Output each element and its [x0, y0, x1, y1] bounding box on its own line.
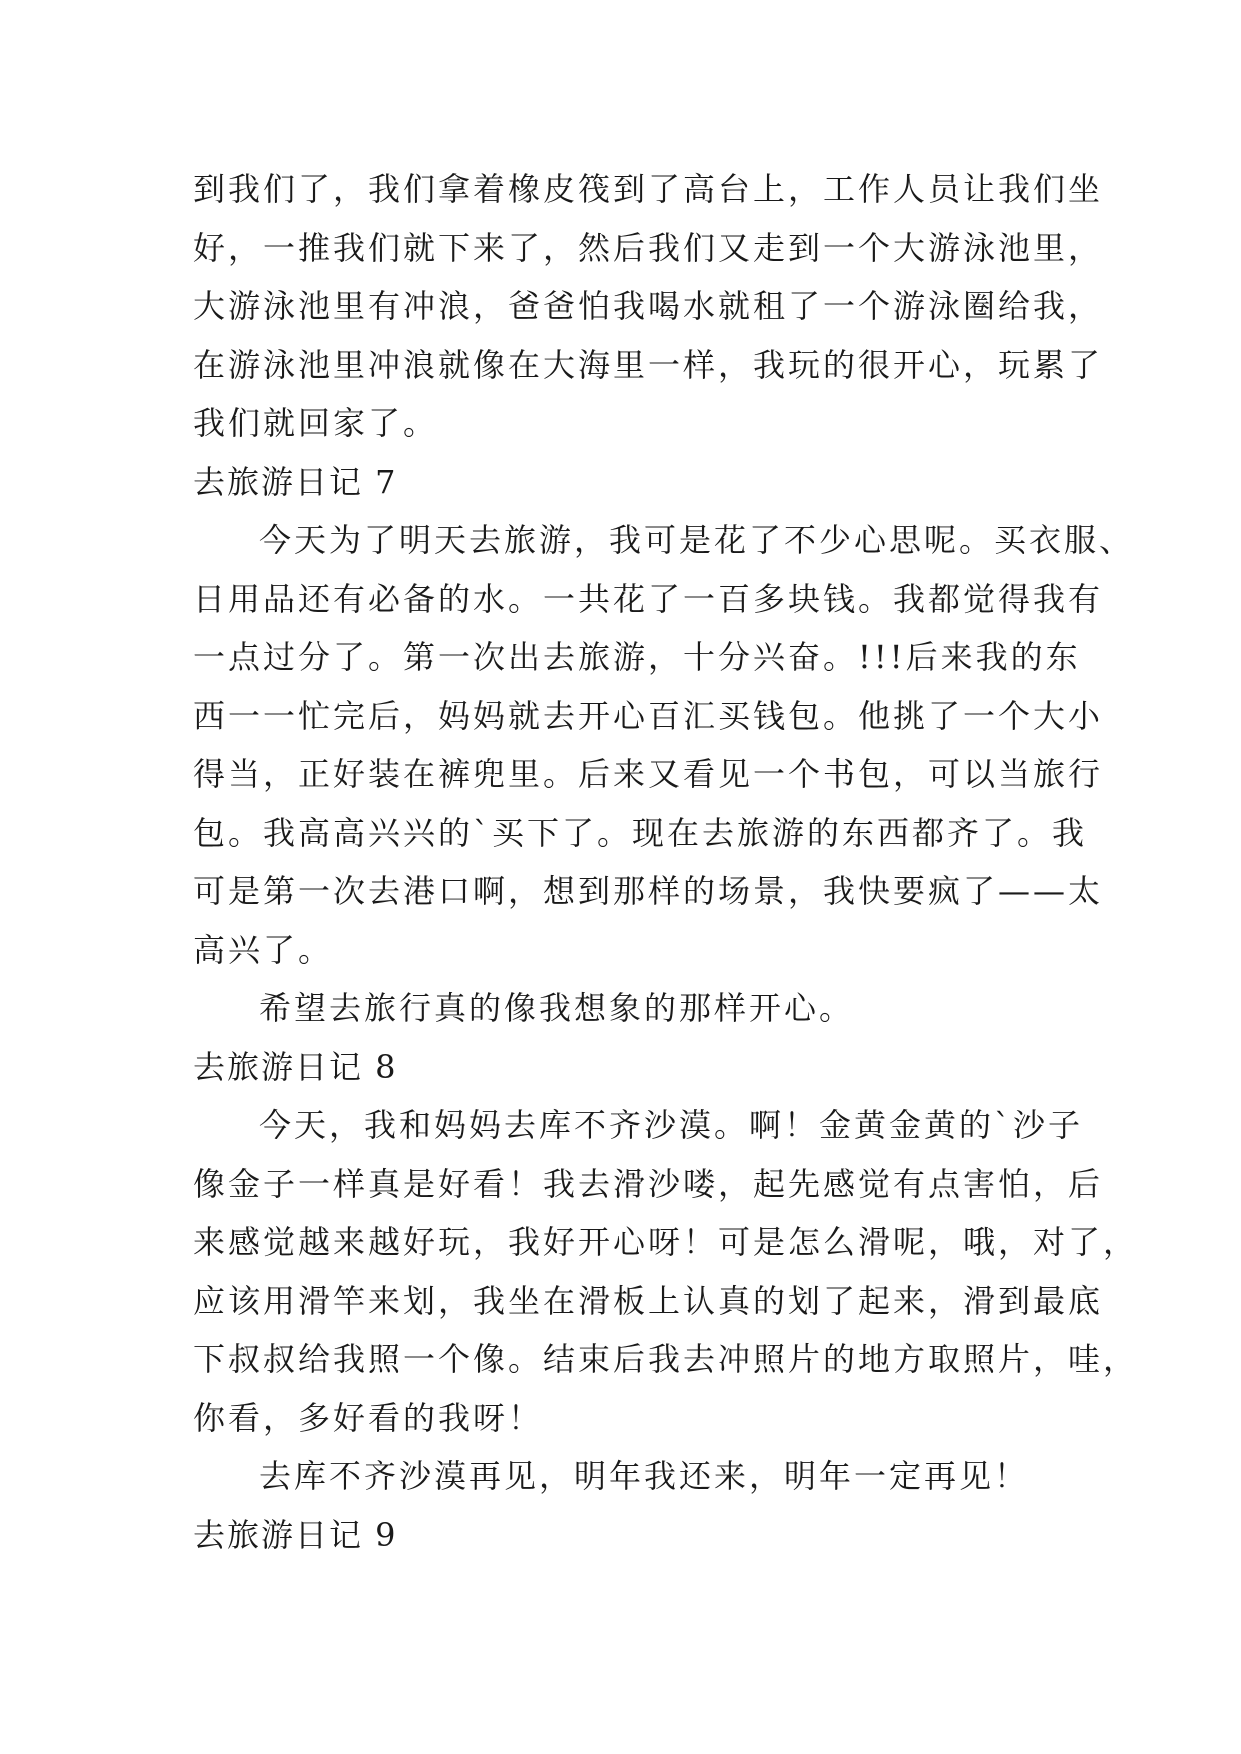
text-line: 你看，多好看的我呀！ [193, 1398, 544, 1437]
text-line: 大游泳池里有冲浪，爸爸怕我喝水就租了一个游泳圈给我， [193, 287, 1104, 325]
section-heading: 去旅游日记 8 [193, 1047, 398, 1086]
paragraph-first-line: 今天为了明天去旅游，我可是花了不少心思呢。买衣服、 [259, 521, 1135, 559]
text-line: 包。我高高兴兴的`买下了。现在去旅游的东西都齐了。我 [193, 813, 1088, 852]
text-line: 像金子一样真是好看！我去滑沙喽，起先感觉有点害怕，后 [193, 1164, 1104, 1203]
text-line: 应该用滑竿来划，我坐在滑板上认真的划了起来，滑到最底 [193, 1281, 1104, 1320]
text-line: 日用品还有必备的水。一共花了一百多块钱。我都觉得我有 [193, 579, 1104, 618]
text-line: 到我们了，我们拿着橡皮筏到了高台上，工作人员让我们坐 [193, 170, 1104, 208]
text-line: 来感觉越来越好玩，我好开心呀！可是怎么滑呢，哦，对了， [193, 1223, 1139, 1261]
text-line: 在游泳池里冲浪就像在大海里一样，我玩的很开心，玩累了 [193, 345, 1104, 384]
text-line: 得当，正好装在裤兜里。后来又看见一个书包，可以当旅行 [193, 755, 1104, 793]
text-line: 西一一忙完后，妈妈就去开心百汇买钱包。他挑了一个大小 [193, 696, 1104, 735]
document-body [193, 160, 1139, 1564]
paragraph-first-line: 去库不齐沙漠再见，明年我还来，明年一定再见！ [259, 1457, 1030, 1495]
text-line: 可是第一次去港口啊，想到那样的场景，我快要疯了——太 [193, 872, 1104, 910]
text-line: 好，一推我们就下来了，然后我们又走到一个大游泳池里， [193, 228, 1104, 267]
text-line: 高兴了。 [193, 930, 334, 969]
section-heading: 去旅游日记 9 [193, 1515, 398, 1554]
text-line: 我们就回家了。 [193, 404, 439, 442]
paragraph-first-line: 今天，我和妈妈去库不齐沙漠。啊！金黄金黄的`沙子 [259, 1106, 1084, 1144]
text-line: 下叔叔给我照一个像。结束后我去冲照片的地方取照片，哇， [193, 1340, 1139, 1378]
text-line: 一点过分了。第一次出去旅游，十分兴奋。!!!后来我的东 [193, 638, 1081, 676]
paragraph-first-line: 希望去旅行真的像我想象的那样开心。 [259, 989, 855, 1027]
section-heading: 去旅游日记 7 [193, 462, 398, 501]
